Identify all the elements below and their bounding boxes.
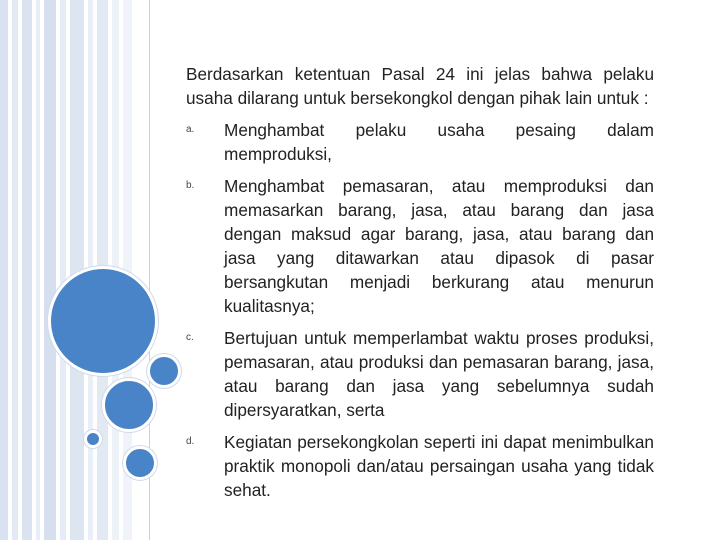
stripe (0, 0, 8, 540)
decorative-circle-medium (102, 378, 156, 432)
decorative-circle-small-lower (123, 446, 157, 480)
stripe (60, 0, 66, 540)
list-item (186, 430, 654, 502)
decorative-circle-small (147, 354, 181, 388)
stripe (36, 0, 40, 540)
stripe (22, 0, 32, 540)
list-item (186, 118, 654, 166)
decorative-circle-tiny (84, 430, 102, 448)
list-item (186, 326, 654, 422)
list-marker: d. (186, 436, 195, 447)
list-item (186, 174, 654, 318)
list-item-text: Menghambat pemasaran, atau memproduksi dan memasarkan barang, jasa, atau barang dan jasa dengan maksud agar barang, jasa, atau barang dan jasa yang ditawarkan atau dipasok di pasar bersangkutan menjadi berkurang atau menurun kualitasnya; (224, 176, 654, 316)
list-marker: a. (186, 124, 195, 135)
stripe (44, 0, 56, 540)
intro-paragraph: Berdasarkan ketentuan Pasal 24 ini jelas bahwa pelaku usaha dilarang untuk bersekongkol dengan pihak lain untuk : (186, 64, 654, 108)
list-marker: c. (186, 332, 194, 343)
decorative-circle-large (48, 266, 158, 376)
list-marker: b. (186, 180, 195, 191)
list-item-text: Bertujuan untuk memperlambat waktu proses produksi, pemasaran, atau produksi dan pemasaran barang, jasa, atau barang dan jasa yang sebelumnya sudah dipersyaratkan, serta (224, 328, 654, 420)
slide-content (186, 62, 654, 510)
prohibition-list (186, 118, 654, 502)
list-item-text: Menghambat pelaku usaha pesaing dalam memproduksi, (224, 120, 654, 164)
stripe (12, 0, 18, 540)
list-item-text: Kegiatan persekongkolan seperti ini dapat menimbulkan praktik monopoli dan/atau persaingan usaha yang tidak sehat. (224, 432, 654, 500)
